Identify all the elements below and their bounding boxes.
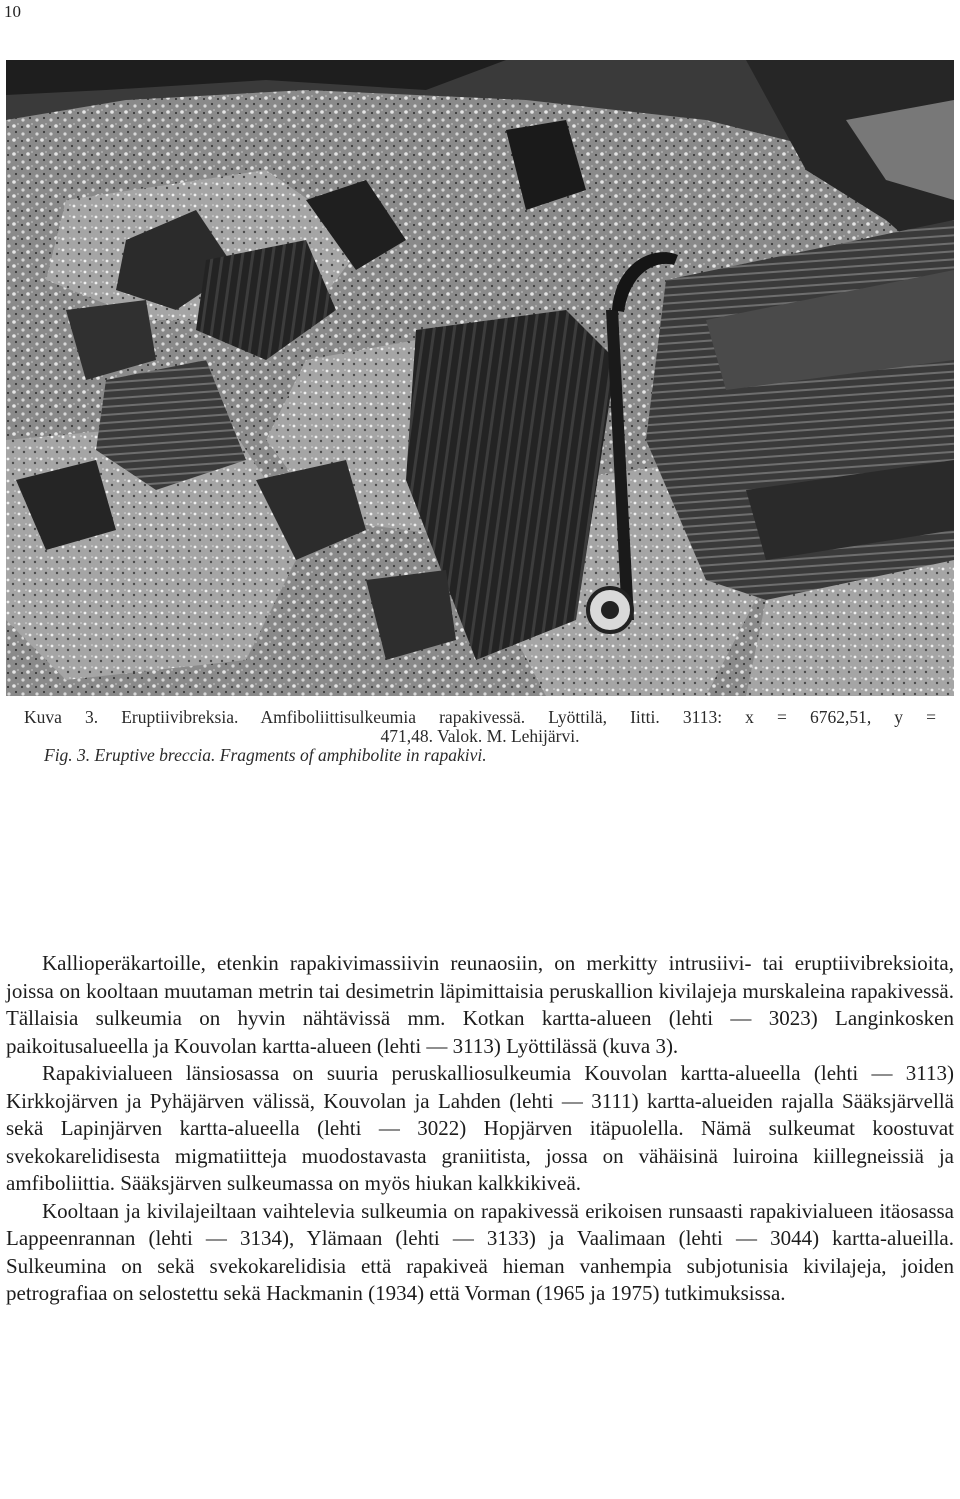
page-number: 10 (4, 2, 21, 21)
body-text (6, 950, 954, 1308)
paragraph: Rapakivialueen länsiosassa on suuria peruskalliosulkeumia Kouvolan kartta-alueella (lehti — 3113) Kirkkojärven ja Pyhäjärven välissä, Kouvolan ja Lahden (lehti — 3111) kartta-alueiden rajalla Sääksjärvellä sekä Lapinjärven kartta-alueella (lehti — 3022) Hopjärven itäpuolella. Nämä sulkeumat koostuvat svekokarelidisesta migmatiitteja muodostavasta graniitista, jossa on vähäisinä luiroina kiillegneissiä ja amfiboliittia. Sääksjärven sulkeumassa on myös hiukan kalkkikiveä. (6, 1061, 954, 1195)
paragraph: Kallioperäkartoille, etenkin rapakivimassiivin reunaosiin, on merkitty intrusiivi- tai eruptiivibreksioita, joissa on kooltaan muutaman metrin tai desimetrin läpimittaisia peruskallion kivilajeja murskaleina rapakivessä. Tällaisia sulkeumia on hyvin nähtävissä mm. Kotkan kartta-alueen (lehti — 3023) Langinkosken paikoitusalueella ja Kouvolan kartta-alueen (lehti — 3113) Lyöttilässä (kuva 3). (6, 951, 954, 1058)
paragraph: Kooltaan ja kivilajeiltaan vaihtelevia sulkeumia on rapakivessä erikoisen runsaasti rapakivialueen itäosassa Lappeenrannan (lehti — 3134), Ylämaan (lehti — 3133) ja Vaalimaan (lehti — 3044) kartta-alueilla. Sulkeumina on sekä svekokarelidisia että rapakiveä hieman vanhempia subjotunisia kivilajeja, joiden petrografiaa on selostettu sekä Hackmanin (1934) että Vorman (1965 ja 1975) tutkimuksissa. (6, 1198, 954, 1305)
caption-english: Fig. 3. Eruptive breccia. Fragments of amphibolite in rapakivi. (44, 745, 487, 765)
figure-caption (24, 708, 936, 765)
breccia-photograph (6, 60, 954, 696)
caption-finnish-line1: Kuva 3. Eruptiivibreksia. Amfiboliittisulkeumia rapakivessä. Lyöttilä, Iitti. 3113: x = 6762,51, y = (24, 707, 936, 727)
caption-finnish-line2: 471,48. Valok. M. Lehijärvi. (380, 726, 580, 746)
figure-photo (6, 60, 954, 696)
